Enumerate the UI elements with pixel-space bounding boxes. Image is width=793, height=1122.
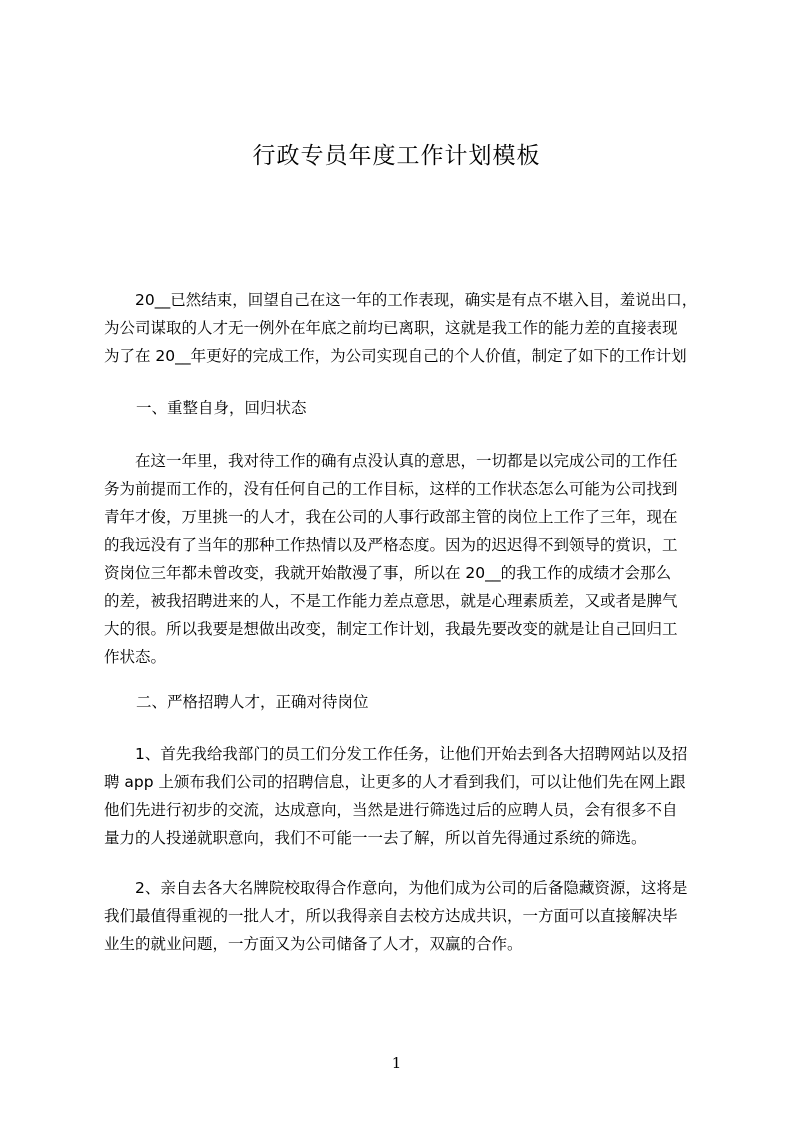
document-title: 行政专员年度工作计划模板 [252, 143, 541, 169]
item-1-line: 1、首先我给我部门的员工们分发工作任务，让他们开始去到各大招聘网站以及招 [104, 745, 688, 763]
item-2-line: 业生的就业问题，一方面又为公司储备了人才，双赢的合作。 [104, 935, 523, 953]
item-1-line: 聘 app 上颁布我们公司的招聘信息，让更多的人才看到我们，可以让他们先在网上跟 [104, 773, 686, 791]
section-1-line: 青年才俊，万里挑一的人才，我在公司的人事行政部主管的岗位上工作了三年，现在 [104, 508, 678, 526]
section-1-paragraph [104, 447, 716, 671]
section-1-line: 的差，被我招聘进来的人，不是工作能力差点意思，就是心理素质差，又或者是脾气 [104, 592, 678, 610]
section-1-line: 作状态。 [104, 648, 167, 666]
item-2-line: 我们最值得重视的一批人才，所以我得亲自去校方达成共识，一方面可以直接解决毕 [104, 907, 678, 925]
intro-paragraph [104, 286, 716, 370]
intro-line: 20__已然结束，回望自己在这一年的工作表现，确实是有点不堪入目，羞说出口， [104, 291, 698, 309]
section-1-line: 资岗位三年都未曾改变，我就开始散漫了事，所以在 20__的我工作的成绩才会那么 [104, 564, 672, 582]
section-1-line: 务为前提而工作的，没有任何自己的工作目标，这样的工作状态怎么可能为公司找到 [104, 480, 678, 498]
section-2-item-2 [104, 874, 716, 958]
section-1-line: 大的很。所以我要是想做出改变，制定工作计划，我最先要改变的就是让自己回归工 [104, 620, 678, 638]
section-2-heading: 二、严格招聘人才，正确对待岗位 [136, 693, 369, 711]
page-number: 1 [391, 1054, 402, 1072]
section-1-line: 在这一年里，我对待工作的确有点没认真的意思，一切都是以完成公司的工作任 [104, 452, 678, 470]
section-1-heading: 一、重整自身，回归状态 [136, 399, 307, 417]
item-2-line: 2、亲自去各大名牌院校取得合作意向，为他们成为公司的后备隐藏资源，这将是 [104, 879, 688, 897]
section-2-item-1 [104, 740, 716, 852]
item-1-line: 他们先进行初步的交流，达成意向，当然是进行筛选过后的应聘人员，会有很多不自 [104, 801, 678, 819]
intro-line: 为公司谋取的人才无一例外在年底之前均已离职，这就是我工作的能力差的直接表现 [104, 319, 678, 337]
intro-line: 为了在 20__年更好的完成工作，为公司实现自己的个人价值，制定了如下的工作计划 [104, 347, 687, 365]
section-1-line: 的我远没有了当年的那种工作热情以及严格态度。因为的迟迟得不到领导的赏识，工 [104, 536, 678, 554]
item-1-line: 量力的人投递就职意向，我们不可能一一去了解，所以首先得通过系统的筛选。 [104, 829, 647, 847]
